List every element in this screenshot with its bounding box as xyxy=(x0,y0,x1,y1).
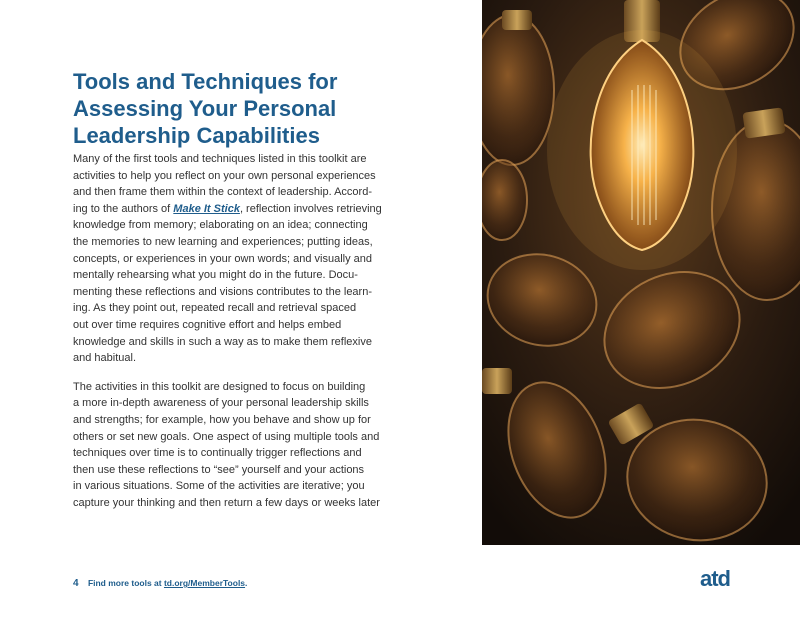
p2-line: The activities in this toolkit are designed to focus on building xyxy=(73,380,366,393)
page-number: 4 xyxy=(73,578,79,589)
atd-logo: atd xyxy=(700,566,730,591)
p1-line: knowledge and skills in such a way as to make them reflexive xyxy=(73,335,372,348)
p2-line: and strengths; for example, how you behave and show up for xyxy=(73,413,371,426)
p1-line: and habitual. xyxy=(73,352,136,365)
p2-line: a more in-depth awareness of your personal leadership skills xyxy=(73,397,369,410)
p1-line-suffix: , reflection involves retrieving xyxy=(239,202,382,215)
p1-line: concepts, or experiences in your own words; and visually and xyxy=(73,252,372,265)
p2-line: capture your thinking and then return a few days or weeks later xyxy=(73,496,380,509)
title-line-1: Tools and Techniques for xyxy=(73,69,338,94)
p1-line: the memories to new learning and experiences; putting ideas, xyxy=(73,235,373,248)
p2-line: then use these reflections to “see” yourself and your actions xyxy=(73,463,365,476)
p1-line: Many of the first tools and techniques listed in this toolkit are xyxy=(73,153,367,165)
p1-line: mentally rehearsing what you might do in the future. Docu- xyxy=(73,269,358,282)
paragraph-2 xyxy=(73,379,413,512)
p1-line: activities to help you reflect on your own personal experiences xyxy=(73,169,376,182)
p1-line-prefix: ing to the authors of xyxy=(73,202,174,215)
footer xyxy=(73,578,247,589)
make-it-stick-link[interactable]: Make It Stick xyxy=(173,202,240,215)
p1-line: ing. As they point out, repeated recall and retrieval spaced xyxy=(73,302,357,315)
body-text xyxy=(73,151,413,523)
p2-line: techniques over time is to continually trigger reflections and xyxy=(73,447,362,460)
title-line-2: Assessing Your Personal xyxy=(73,96,337,121)
p1-line: knowledge from memory; elaborating on an idea; connecting xyxy=(73,219,368,232)
footer-period: . xyxy=(245,578,248,588)
page-title xyxy=(73,68,453,149)
paragraph-1 xyxy=(73,151,413,367)
p1-line: out over time requires cognitive effort and helps embed xyxy=(73,318,342,331)
p1-line xyxy=(73,201,413,218)
p2-line: others or set new goals. One aspect of using multiple tools and xyxy=(73,430,380,443)
p1-line: menting these reflections and visions contributes to the learn- xyxy=(73,285,372,298)
p2-line: in various situations. Some of the activities are iterative; you xyxy=(73,480,365,493)
title-line-3: Leadership Capabilities xyxy=(73,123,320,148)
footer-text: Find more tools at xyxy=(87,578,164,588)
p1-line: and then frame them within the context of leadership. Accord- xyxy=(73,186,372,199)
light-bulbs-photo xyxy=(482,0,800,545)
member-tools-link[interactable]: td.org/MemberTools xyxy=(163,578,246,588)
